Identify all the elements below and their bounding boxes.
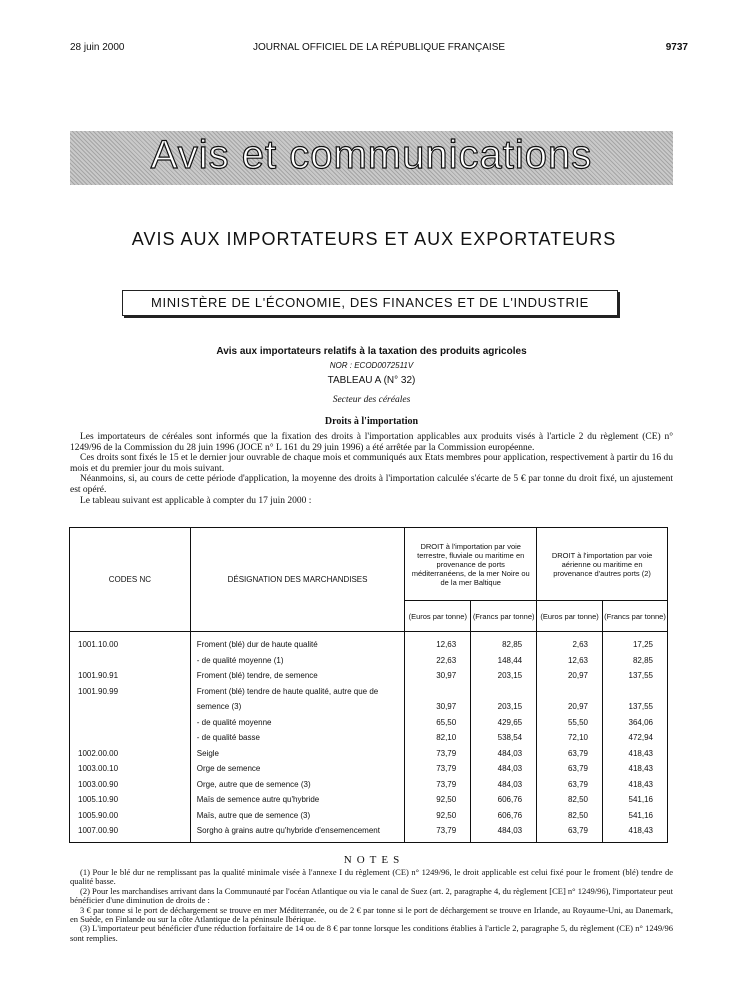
- cell-francs-other: 137,55: [603, 671, 668, 687]
- cell-euros-other: 82,50: [537, 795, 603, 811]
- header-designation: DÉSIGNATION DES MARCHANDISES: [190, 528, 405, 632]
- subheader-euros: (Euros par tonne): [405, 601, 471, 632]
- header-journal: JOURNAL OFFICIEL DE LA RÉPUBLIQUE FRANÇAISE: [252, 42, 506, 53]
- cell-francs-other: 418,43: [603, 780, 668, 796]
- cell-code: 1001.90.91: [70, 671, 191, 687]
- subheader-francs: (Francs par tonne): [603, 601, 668, 632]
- cell-designation: semence (3): [190, 702, 405, 718]
- table-row: [70, 811, 668, 827]
- cell-designation: Froment (blé) dur de haute qualité: [190, 632, 405, 656]
- section-title: AVIS AUX IMPORTATEURS ET AUX EXPORTATEURS: [131, 229, 617, 249]
- cell-euros-other: 2,63: [537, 632, 603, 656]
- cell-francs-med: 484,03: [471, 749, 537, 765]
- cell-euros-med: 73,79: [405, 780, 471, 796]
- cell-francs-other: [603, 687, 668, 703]
- cell-euros-other: [537, 687, 603, 703]
- duties-table-body: [70, 632, 668, 843]
- cell-francs-other: 82,85: [603, 656, 668, 672]
- table-row: [70, 687, 668, 703]
- note-item: (3) L'importateur peut bénéficier d'une réduction forfaitaire de 14 ou de 8 € par tonne lorsque les conditions établies à l'article 2, paragraphe 5, du règlement (CE) n° 1249/96 sont remplies.: [70, 923, 673, 943]
- cell-euros-med: 73,79: [405, 749, 471, 765]
- cell-euros-med: 30,97: [405, 702, 471, 718]
- cell-euros-med: 73,79: [405, 764, 471, 780]
- cell-designation: Froment (blé) tendre, de semence: [190, 671, 405, 687]
- cell-code: [70, 733, 191, 749]
- header-droit-other-ports: DROIT à l'importation par voie aérienne ou maritime en provenance d'autres ports (2): [537, 528, 668, 601]
- cell-designation: Seigle: [190, 749, 405, 765]
- cell-designation: Froment (blé) tendre de haute qualité, autre que de: [190, 687, 405, 703]
- cell-francs-other: 418,43: [603, 826, 668, 842]
- cell-francs-med: 606,76: [471, 795, 537, 811]
- cell-francs-other: 17,25: [603, 632, 668, 656]
- cell-designation: Maïs, autre que de semence (3): [190, 811, 405, 827]
- cell-euros-other: 20,97: [537, 671, 603, 687]
- header-codes-nc: CODES NC: [70, 528, 191, 632]
- cell-code: [70, 656, 191, 672]
- cell-francs-med: 203,15: [471, 671, 537, 687]
- cell-euros-other: 63,79: [537, 749, 603, 765]
- cell-euros-med: 65,50: [405, 718, 471, 734]
- notice-title: Avis aux importateurs relatifs à la taxation des produits agricoles: [216, 346, 527, 357]
- cell-francs-med: 484,03: [471, 780, 537, 796]
- notes-title: NOTES: [343, 854, 405, 866]
- subheader-francs: (Francs par tonne): [471, 601, 537, 632]
- cell-designation: Maïs de semence autre qu'hybride: [190, 795, 405, 811]
- notice-nor: NOR : ECOD0072511V: [329, 361, 414, 370]
- cell-francs-other: 418,43: [603, 749, 668, 765]
- table-row: [70, 749, 668, 765]
- page-header: [70, 42, 688, 58]
- cell-francs-other: 137,55: [603, 702, 668, 718]
- table-row: [70, 702, 668, 718]
- header-date: 28 juin 2000: [70, 42, 125, 53]
- subheader-euros: (Euros par tonne): [537, 601, 603, 632]
- cell-code: 1001.10.00: [70, 632, 191, 656]
- cell-francs-med: 484,03: [471, 826, 537, 842]
- table-row: [70, 826, 668, 842]
- cell-euros-med: 12,63: [405, 632, 471, 656]
- cell-euros-med: 92,50: [405, 795, 471, 811]
- notice-tableau: TABLEAU A (N° 32): [327, 375, 416, 386]
- cell-francs-other: 541,16: [603, 795, 668, 811]
- cell-euros-med: 22,63: [405, 656, 471, 672]
- cell-code: 1003.00.90: [70, 780, 191, 796]
- cell-code: 1001.90.99: [70, 687, 191, 703]
- cell-francs-other: 418,43: [603, 764, 668, 780]
- cell-euros-other: 63,79: [537, 826, 603, 842]
- table-row: [70, 764, 668, 780]
- notes-body: [70, 868, 673, 943]
- cell-francs-med: [471, 687, 537, 703]
- cell-francs-med: 538,54: [471, 733, 537, 749]
- cell-euros-other: 20,97: [537, 702, 603, 718]
- cell-francs-med: 82,85: [471, 632, 537, 656]
- cell-euros-other: 63,79: [537, 780, 603, 796]
- table-row: [70, 656, 668, 672]
- cell-francs-other: 472,94: [603, 733, 668, 749]
- cell-code: 1005.10.90: [70, 795, 191, 811]
- duties-table: [69, 527, 668, 843]
- table-row: [70, 733, 668, 749]
- table-row: [70, 795, 668, 811]
- note-item: (1) Pour le blé dur ne remplissant pas la qualité minimale visée à l'annexe I du règlement (CE) n° 1249/96, le droit applicable est celui fixé pour le froment (blé) tendre de qualité basse.: [70, 867, 673, 887]
- notice-secteur: Secteur des céréales: [332, 395, 411, 405]
- header-droit-mediterranean: DROIT à l'importation par voie terrestre, fluviale ou maritime en provenance de ports méditerranéens, de la mer Noire ou de la mer Baltique: [405, 528, 537, 601]
- cell-francs-med: 429,65: [471, 718, 537, 734]
- cell-euros-other: 82,50: [537, 811, 603, 827]
- cell-francs-med: 484,03: [471, 764, 537, 780]
- cell-francs-med: 203,15: [471, 702, 537, 718]
- cell-designation: - de qualité basse: [190, 733, 405, 749]
- table-row: [70, 718, 668, 734]
- note-item: (2) Pour les marchandises arrivant dans la Communauté par l'océan Atlantique ou via le canal de Suez (art. 2, paragraphe 4, du règlement [CE] n° 1249/96), l'importateur peut bénéficier d'une diminution de droits de :: [70, 885, 673, 906]
- notice-body: [70, 432, 673, 506]
- table-row: [70, 671, 668, 687]
- cell-euros-other: 12,63: [537, 656, 603, 672]
- notice-paragraph: Le tableau suivant est applicable à compter du 17 juin 2000 :: [80, 495, 312, 506]
- cell-designation: Sorgho à grains autre qu'hybride d'ensemencement: [190, 826, 405, 842]
- cell-euros-med: 92,50: [405, 811, 471, 827]
- cell-designation: Orge de semence: [190, 764, 405, 780]
- cell-designation: - de qualité moyenne (1): [190, 656, 405, 672]
- ministry-box: MINISTÈRE DE L'ÉCONOMIE, DES FINANCES ET DE L'INDUSTRIE: [122, 290, 618, 316]
- table-row: [70, 780, 668, 796]
- cell-code: [70, 718, 191, 734]
- section-banner: [70, 131, 673, 185]
- notice-paragraph: Les importateurs de céréales sont informés que la fixation des droits à l'importation applicables aux produits visés à l'article 2 du règlement (CE) n° 1249/96 de la Commission du 28 juin 1996 (JOCE n° L 161 du 29 juin 1996) a été arrêtée par la Commission européenne.: [70, 432, 673, 453]
- notice-subtitle: Droits à l'importation: [324, 416, 419, 427]
- cell-code: [70, 702, 191, 718]
- cell-francs-med: 148,44: [471, 656, 537, 672]
- cell-code: 1005.90.00: [70, 811, 191, 827]
- cell-francs-other: 541,16: [603, 811, 668, 827]
- cell-francs-med: 606,76: [471, 811, 537, 827]
- cell-code: 1002.00.00: [70, 749, 191, 765]
- cell-designation: - de qualité moyenne: [190, 718, 405, 734]
- cell-euros-other: 55,50: [537, 718, 603, 734]
- banner-title: Avis et communications: [150, 133, 593, 177]
- cell-euros-med: 82,10: [405, 733, 471, 749]
- cell-code: 1007.00.90: [70, 826, 191, 842]
- cell-code: 1003.00.10: [70, 764, 191, 780]
- cell-euros-med: 30,97: [405, 671, 471, 687]
- cell-euros-other: 72,10: [537, 733, 603, 749]
- note-item: 3 € par tonne si le port de déchargement se trouve en mer Méditerranée, ou de 2 € par tonne si le port de déchargement se trouve en Irlande, au Royaume-Uni, au Danemark, en Suède, en Finlande ou sur la côte Atlantique de la péninsule Ibérique.: [70, 904, 673, 925]
- cell-euros-other: 63,79: [537, 764, 603, 780]
- table-row: [70, 632, 668, 656]
- notice-paragraph: Néanmoins, si, au cours de cette période d'application, la moyenne des droits à l'importation calculée s'écarte de 5 € par tonne du droit fixé, un ajustement est opéré.: [70, 474, 673, 495]
- cell-francs-other: 364,06: [603, 718, 668, 734]
- cell-designation: Orge, autre que de semence (3): [190, 780, 405, 796]
- header-page-number: 9737: [665, 42, 688, 53]
- cell-euros-med: 73,79: [405, 826, 471, 842]
- cell-euros-med: [405, 687, 471, 703]
- notice-paragraph: Ces droits sont fixés le 15 et le dernier jour ouvrable de chaque mois et communiqués aux Etats membres pour application, respectivement à partir du 16 du mois et du premier jour du mois suivant.: [70, 453, 673, 474]
